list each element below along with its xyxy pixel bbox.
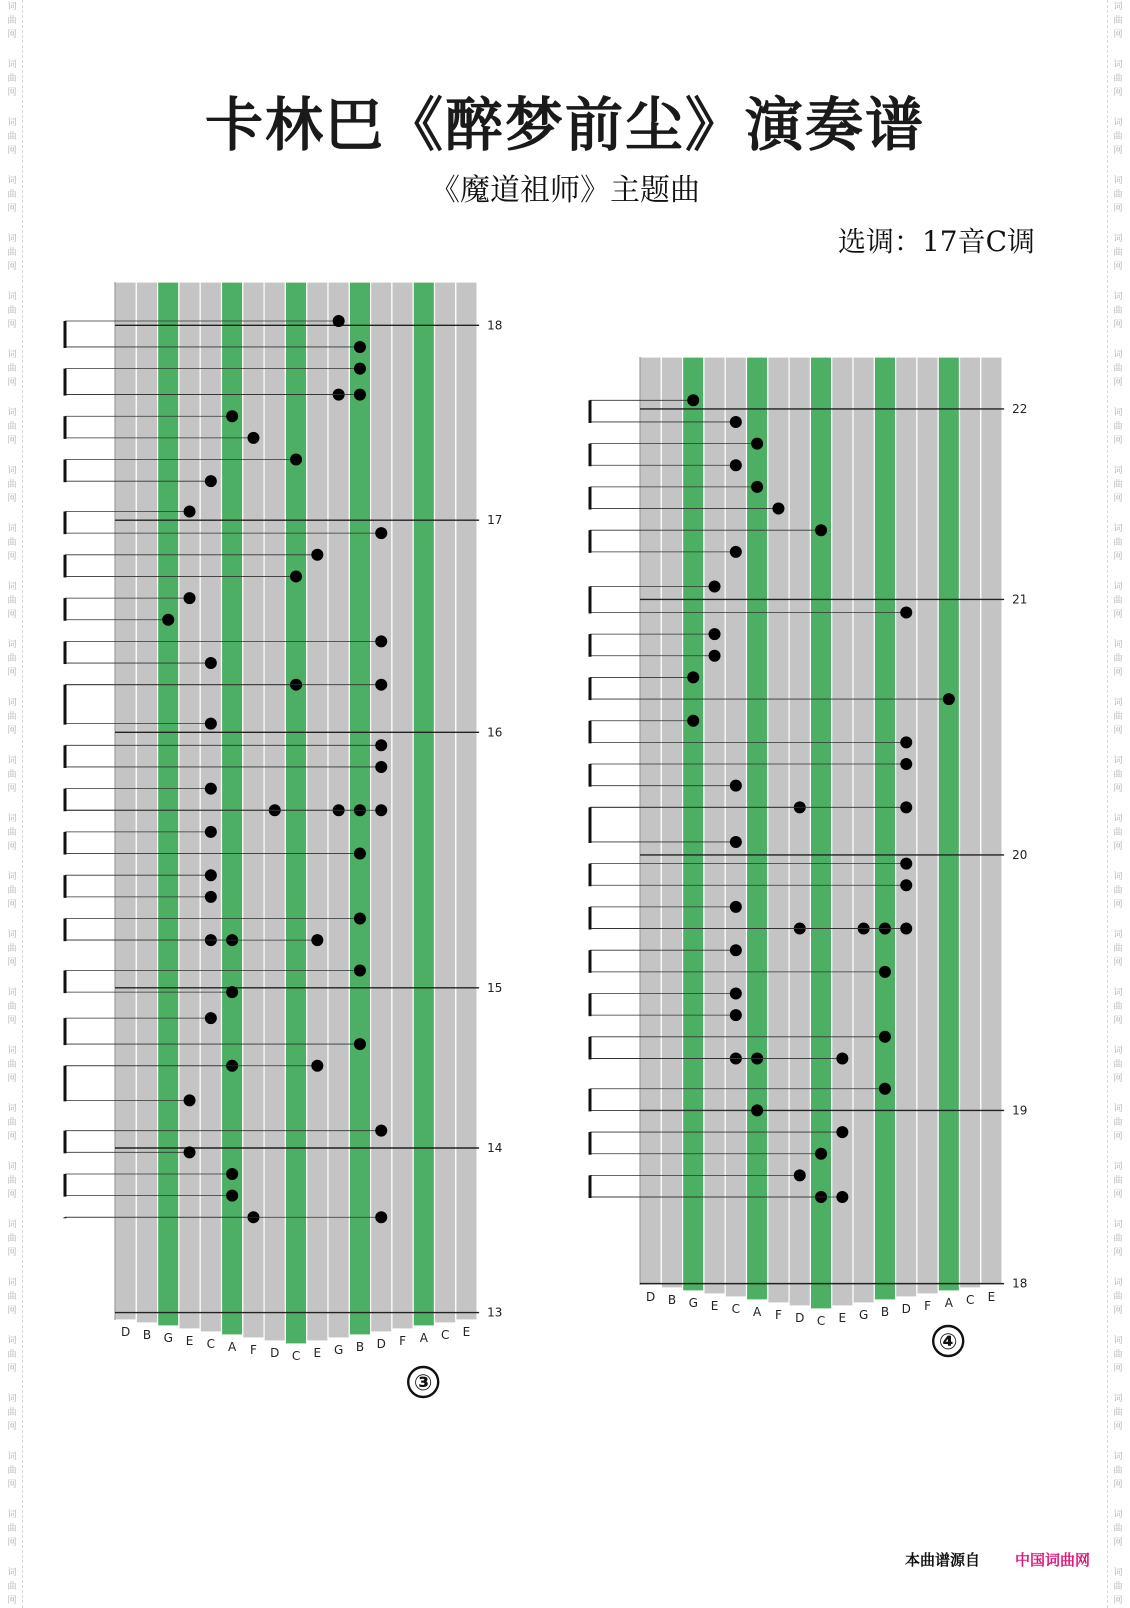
tine-13 xyxy=(392,282,413,1329)
note-dot xyxy=(354,848,366,860)
note-dot xyxy=(900,606,912,618)
note-dot xyxy=(900,801,912,813)
tab-panel-3 xyxy=(40,270,520,1410)
measure-number: 18 xyxy=(487,318,503,333)
note-dot xyxy=(879,966,891,978)
note-dot xyxy=(709,580,721,592)
tine-1 xyxy=(661,357,682,1288)
tine-14 xyxy=(413,282,434,1326)
measure-number: 18 xyxy=(1012,1276,1028,1291)
measure-number: 16 xyxy=(487,725,503,740)
note-dot xyxy=(730,901,742,913)
note-dot xyxy=(709,628,721,640)
note-dot xyxy=(375,804,387,816)
note-dot xyxy=(730,780,742,792)
note-dot xyxy=(354,1038,366,1050)
note-dot xyxy=(184,1094,196,1106)
tine-14 xyxy=(938,357,959,1291)
key-label: C xyxy=(965,1293,975,1307)
note-dot xyxy=(730,944,742,956)
page-subtitle: 《魔道祖师》主题曲 xyxy=(430,173,700,208)
key-label: F xyxy=(249,1343,257,1357)
note-dot xyxy=(354,341,366,353)
tine-7 xyxy=(789,357,810,1306)
tine-16 xyxy=(981,357,1002,1285)
tine-6 xyxy=(768,357,789,1303)
tine-9 xyxy=(307,282,328,1341)
measure-number: 15 xyxy=(487,980,503,995)
note-dot xyxy=(354,363,366,375)
key-label: F xyxy=(774,1308,782,1322)
panel-number: ③ xyxy=(413,1371,433,1396)
key-label: F xyxy=(399,1334,407,1348)
measure-number: 13 xyxy=(487,1305,503,1320)
key-label: B xyxy=(355,1340,365,1354)
note-dot xyxy=(375,1211,387,1223)
page-title: 卡林巴《醉梦前尘》演奏谱 xyxy=(204,91,925,159)
note-dot xyxy=(687,715,699,727)
note-dot xyxy=(751,438,763,450)
key-label: F xyxy=(924,1299,932,1313)
right-watermark-strip: 词 曲 网 词 曲 网 词 曲 网 词 曲 网 词 曲 网 词 曲 网 词 曲 网 词 曲 网 词 曲 网 词 曲 网 词 曲 网 词 曲 网 词 曲 网 词 曲 网 词 曲 网 词 曲 网 词 曲 网 词 曲 网 词 曲 网 词 曲 网 词 曲 网 词 曲 网 词 曲 网 词 曲 网 词 曲 网 词 曲 网 词 曲 网 词 曲 网 xyxy=(1107,0,1128,1608)
note-dot xyxy=(900,879,912,891)
key-label: E xyxy=(185,1334,194,1348)
key-label: G xyxy=(163,1331,173,1345)
key-label: D xyxy=(270,1346,280,1360)
key-label: C xyxy=(816,1314,826,1328)
tine-4 xyxy=(725,357,746,1297)
key-label: E xyxy=(987,1290,996,1304)
tine-10 xyxy=(853,357,874,1303)
tine-16 xyxy=(456,282,477,1320)
note-dot xyxy=(375,739,387,751)
key-label: D xyxy=(901,1302,911,1316)
key-label: B xyxy=(880,1305,890,1319)
tine-11 xyxy=(874,357,895,1300)
note-dot xyxy=(815,524,827,536)
footer-site-link[interactable]: 中国词曲网 xyxy=(1014,1551,1090,1569)
note-dot xyxy=(375,1125,387,1137)
tine-9 xyxy=(832,357,853,1306)
note-dot xyxy=(311,934,323,946)
measure-number: 22 xyxy=(1012,401,1028,416)
tab-panel-4 xyxy=(565,345,1045,1375)
note-dot xyxy=(687,671,699,683)
key-label: D xyxy=(646,1290,656,1304)
note-dot xyxy=(205,783,217,795)
note-dot xyxy=(879,1031,891,1043)
key-label: G xyxy=(333,1343,344,1357)
note-dot xyxy=(375,635,387,647)
tine-0 xyxy=(640,357,661,1285)
note-dot xyxy=(184,592,196,604)
key-label: A xyxy=(753,1305,762,1319)
note-dot xyxy=(226,986,238,998)
note-dot xyxy=(730,459,742,471)
note-dot xyxy=(205,718,217,730)
note-dot xyxy=(836,1126,848,1138)
tine-2 xyxy=(683,357,704,1291)
note-dot xyxy=(375,761,387,773)
key-label: G xyxy=(858,1308,869,1322)
note-dot xyxy=(162,614,174,626)
tine-8 xyxy=(810,357,831,1309)
note-dot xyxy=(205,869,217,881)
tine-2 xyxy=(158,282,179,1326)
key-label: A xyxy=(419,1331,428,1345)
note-dot xyxy=(751,481,763,493)
key-label: E xyxy=(710,1299,719,1313)
key-label: D xyxy=(121,1325,131,1339)
key-label: G xyxy=(688,1296,698,1310)
note-dot xyxy=(687,394,699,406)
key-label: B xyxy=(142,1328,152,1342)
note-dot xyxy=(311,1060,323,1072)
key-label: E xyxy=(462,1325,471,1339)
note-dot xyxy=(709,650,721,662)
tine-4 xyxy=(200,282,221,1332)
note-dot xyxy=(794,1169,806,1181)
measure-number: 21 xyxy=(1012,592,1028,607)
tine-5 xyxy=(747,357,768,1300)
note-dot xyxy=(900,758,912,770)
note-dot xyxy=(290,570,302,582)
note-dot xyxy=(375,679,387,691)
tine-15 xyxy=(435,282,456,1323)
tine-12 xyxy=(896,357,917,1297)
tine-3 xyxy=(179,282,200,1329)
note-dot xyxy=(226,410,238,422)
note-dot xyxy=(751,1104,763,1116)
key-label: D xyxy=(795,1311,805,1325)
note-dot xyxy=(730,416,742,428)
note-dot xyxy=(205,891,217,903)
key-label: D xyxy=(376,1337,386,1351)
note-dot xyxy=(184,505,196,517)
note-dot xyxy=(290,454,302,466)
note-dot xyxy=(730,1009,742,1021)
note-dot xyxy=(354,913,366,925)
note-dot xyxy=(205,475,217,487)
key-label: A xyxy=(944,1296,953,1310)
note-dot xyxy=(879,1083,891,1095)
note-dot xyxy=(184,1146,196,1158)
note-dot xyxy=(815,1148,827,1160)
key-label: B xyxy=(667,1293,677,1307)
note-dot xyxy=(772,503,784,515)
note-dot xyxy=(836,1052,848,1064)
footer-source: 本曲谱源自 xyxy=(904,1551,980,1569)
note-dot xyxy=(943,693,955,705)
note-dot xyxy=(730,546,742,558)
key-label: C xyxy=(206,1337,216,1351)
note-dot xyxy=(900,923,912,935)
key-info: 选调：17音C调 xyxy=(837,225,1035,258)
note-dot xyxy=(333,315,345,327)
tine-8 xyxy=(285,282,306,1344)
measure-number: 20 xyxy=(1012,847,1028,862)
left-watermark-strip: 词 曲 网 词 曲 网 词 曲 网 词 曲 网 词 曲 网 词 曲 网 词 曲 网 词 曲 网 词 曲 网 词 曲 网 词 曲 网 词 曲 网 词 曲 网 词 曲 网 词 曲 网 词 曲 网 词 曲 网 词 曲 网 词 曲 网 词 曲 网 词 曲 网 词 曲 网 词 曲 网 词 曲 网 词 曲 网 词 曲 网 词 曲 网 词 曲 网 xyxy=(2,0,23,1608)
note-dot xyxy=(836,1191,848,1203)
key-label: A xyxy=(228,1340,237,1354)
key-label: C xyxy=(731,1302,741,1316)
key-label: E xyxy=(838,1311,847,1325)
note-dot xyxy=(205,1012,217,1024)
note-dot xyxy=(730,836,742,848)
key-label: C xyxy=(291,1349,301,1363)
note-dot xyxy=(354,964,366,976)
note-dot xyxy=(226,1168,238,1180)
note-dot xyxy=(226,1190,238,1202)
note-dot xyxy=(205,657,217,669)
note-dot xyxy=(900,858,912,870)
note-dot xyxy=(205,826,217,838)
note-dot xyxy=(375,527,387,539)
note-dot xyxy=(900,736,912,748)
measure-number: 19 xyxy=(1012,1103,1028,1118)
note-dot xyxy=(730,988,742,1000)
note-dot xyxy=(311,549,323,561)
measure-number: 17 xyxy=(487,513,503,528)
key-label: C xyxy=(440,1328,450,1342)
note-dot xyxy=(247,432,259,444)
note-dot xyxy=(354,389,366,401)
key-label: E xyxy=(313,1346,322,1360)
measure-number: 14 xyxy=(487,1141,503,1155)
tine-13 xyxy=(917,357,938,1294)
panel-number: ④ xyxy=(938,1330,958,1355)
tine-15 xyxy=(960,357,981,1288)
